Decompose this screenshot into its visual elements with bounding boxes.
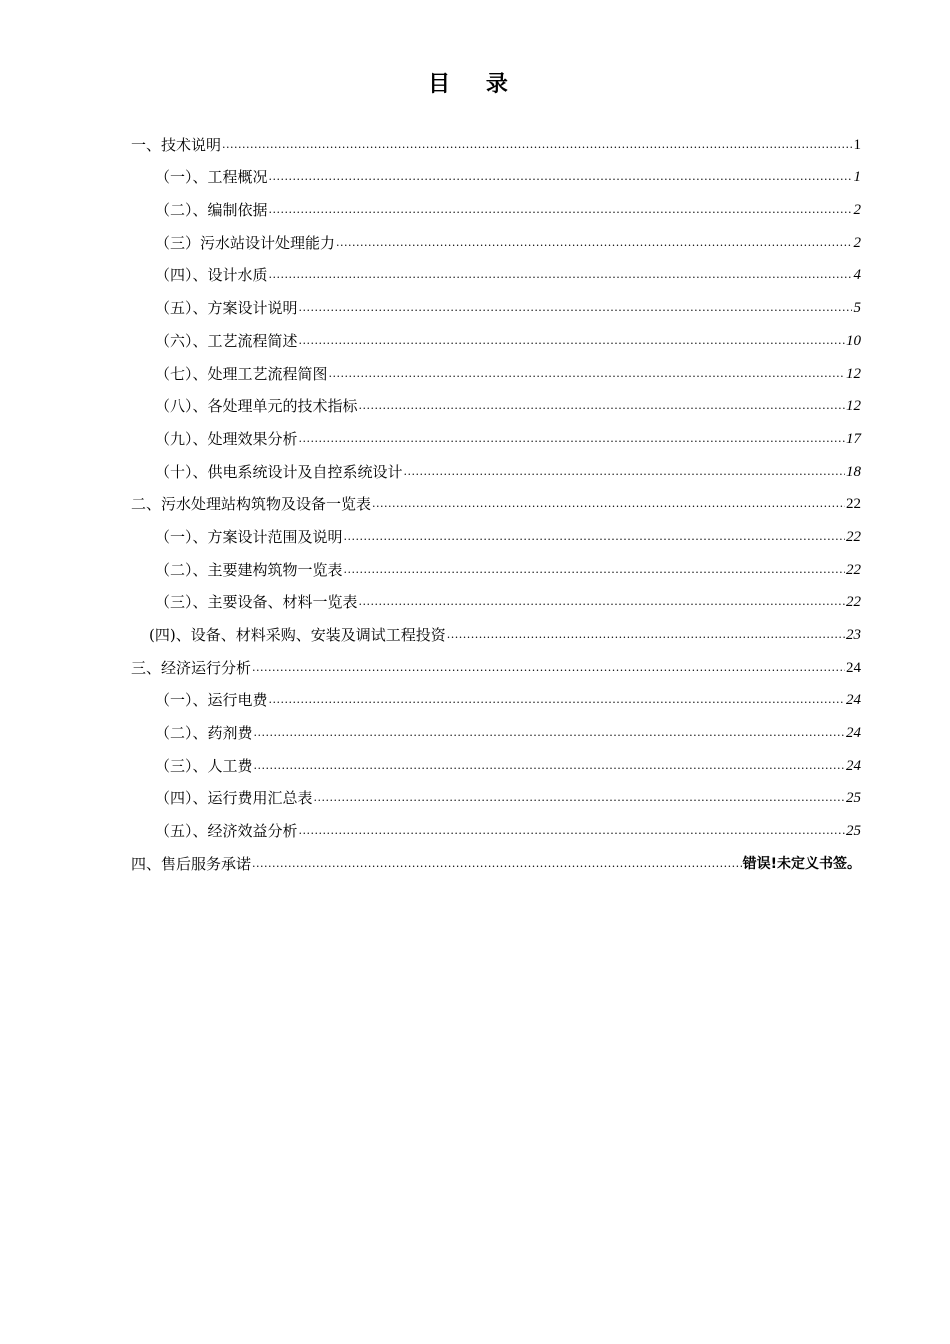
toc-entry-page: 5 (853, 300, 861, 317)
toc-entry-title: （二）、主要建构筑物一览表 (155, 560, 343, 579)
toc-entry-title: （四）、运行费用汇总表 (155, 789, 313, 808)
toc-entry-title: （二）、药剂费 (155, 724, 253, 743)
toc-leader-dots (269, 267, 852, 285)
toc-leader-dots (299, 333, 845, 351)
toc-entry-page: 12 (846, 365, 861, 382)
table-of-contents (131, 122, 861, 874)
toc-entry-title: （三）污水站设计处理能力 (155, 233, 336, 252)
toc-entry-page: 25 (846, 823, 861, 840)
toc-entry-title: （十）、供电系统设计及自控系统设计 (155, 462, 403, 481)
toc-leader-dots (404, 464, 845, 482)
toc-entry[interactable] (131, 253, 861, 286)
toc-leader-dots (254, 758, 845, 776)
toc-leader-dots (344, 529, 845, 547)
toc-leader-dots (269, 202, 852, 220)
toc-leader-dots (252, 660, 845, 678)
toc-entry-page: 10 (846, 332, 861, 349)
toc-entry-page: 1 (853, 136, 861, 153)
toc-entry-title: （八）、各处理单元的技术指标 (155, 397, 358, 416)
toc-entry[interactable] (131, 318, 861, 351)
toc-entry[interactable] (131, 645, 861, 678)
toc-entry-page: 12 (846, 398, 861, 415)
toc-entry-title: （一）、运行电费 (155, 691, 268, 710)
toc-entry-title: 二、污水处理站构筑物及设备一览表 (131, 495, 372, 514)
toc-entry-page: 22 (846, 594, 861, 611)
toc-entry-title: （七）、处理工艺流程简图 (155, 364, 328, 383)
toc-leader-dots (269, 169, 852, 187)
toc-entry[interactable] (131, 580, 861, 613)
toc-entry-title: 三、经济运行分析 (131, 658, 252, 677)
toc-entry[interactable] (131, 547, 861, 580)
toc-entry-title: 一、技术说明 (131, 135, 222, 154)
toc-entry[interactable] (131, 808, 861, 841)
toc-entry-title: （六）、工艺流程简述 (155, 331, 298, 350)
toc-leader-dots (344, 562, 845, 580)
toc-leader-dots (359, 398, 845, 416)
toc-entry[interactable] (131, 678, 861, 711)
toc-entry-title: （一）、方案设计范围及说明 (155, 527, 343, 546)
toc-entry[interactable] (131, 482, 861, 515)
toc-entry-page: 1 (853, 169, 861, 186)
toc-entry-title: (四)、设备、材料采购、安装及调试工程投资 (149, 626, 446, 644)
toc-entry[interactable] (131, 743, 861, 776)
toc-leader-dots (299, 431, 845, 449)
toc-entry-title: （五）、经济效益分析 (155, 822, 298, 841)
toc-leader-dots (252, 856, 742, 874)
toc-entry[interactable] (131, 285, 861, 318)
toc-entry-title: （一）、工程概况 (155, 168, 268, 187)
page-title: 目 录 (428, 72, 522, 97)
toc-entry[interactable] (131, 155, 861, 188)
toc-entry[interactable] (131, 384, 861, 417)
toc-entry[interactable] (131, 122, 861, 155)
toc-entry[interactable] (131, 220, 861, 253)
toc-entry[interactable] (131, 351, 861, 384)
toc-entry-page: 24 (846, 757, 861, 774)
toc-entry-page: 4 (853, 267, 861, 284)
toc-entry-page: 17 (846, 430, 861, 447)
toc-entry-page: 2 (853, 234, 861, 251)
toc-leader-dots (269, 692, 845, 710)
toc-entry-page: 22 (846, 496, 861, 513)
toc-entry-title: 四、售后服务承诺 (131, 854, 252, 873)
toc-leader-dots (222, 137, 852, 155)
toc-entry-title: （二）、编制依据 (155, 201, 268, 220)
toc-entry-page: 25 (846, 790, 861, 807)
toc-entry-page: 18 (846, 463, 861, 480)
toc-entry-title: （四）、设计水质 (155, 266, 268, 285)
toc-entry[interactable] (131, 449, 861, 482)
toc-entry-page: 24 (846, 659, 861, 676)
toc-entry[interactable] (131, 710, 861, 743)
toc-entry[interactable] (131, 416, 861, 449)
toc-entry-page: 2 (853, 202, 861, 219)
toc-leader-dots (299, 300, 852, 318)
toc-entry-page: 22 (846, 561, 861, 578)
toc-leader-dots (314, 790, 845, 808)
toc-leader-dots (359, 594, 845, 612)
toc-leader-dots (299, 823, 845, 841)
toc-entry-page-error: 错误!未定义书签。 (742, 855, 861, 872)
toc-leader-dots (336, 235, 852, 253)
toc-leader-dots (447, 627, 845, 645)
toc-entry[interactable] (131, 514, 861, 547)
toc-entry-page: 24 (846, 725, 861, 742)
toc-entry-page: 22 (846, 528, 861, 545)
toc-entry[interactable] (131, 776, 861, 809)
toc-entry-title: （三）、主要设备、材料一览表 (155, 593, 358, 612)
toc-entry-page: 23 (846, 627, 861, 643)
toc-entry-page: 24 (846, 692, 861, 709)
toc-entry-title: （五）、方案设计说明 (155, 299, 298, 318)
toc-entry[interactable] (131, 187, 861, 220)
toc-leader-dots (372, 496, 845, 514)
toc-entry[interactable] (131, 841, 861, 874)
toc-entry-title: （九）、处理效果分析 (155, 429, 298, 448)
toc-leader-dots (254, 725, 845, 743)
toc-entry[interactable] (131, 612, 861, 645)
toc-entry-title: （三）、人工费 (155, 756, 253, 775)
toc-leader-dots (329, 366, 845, 384)
